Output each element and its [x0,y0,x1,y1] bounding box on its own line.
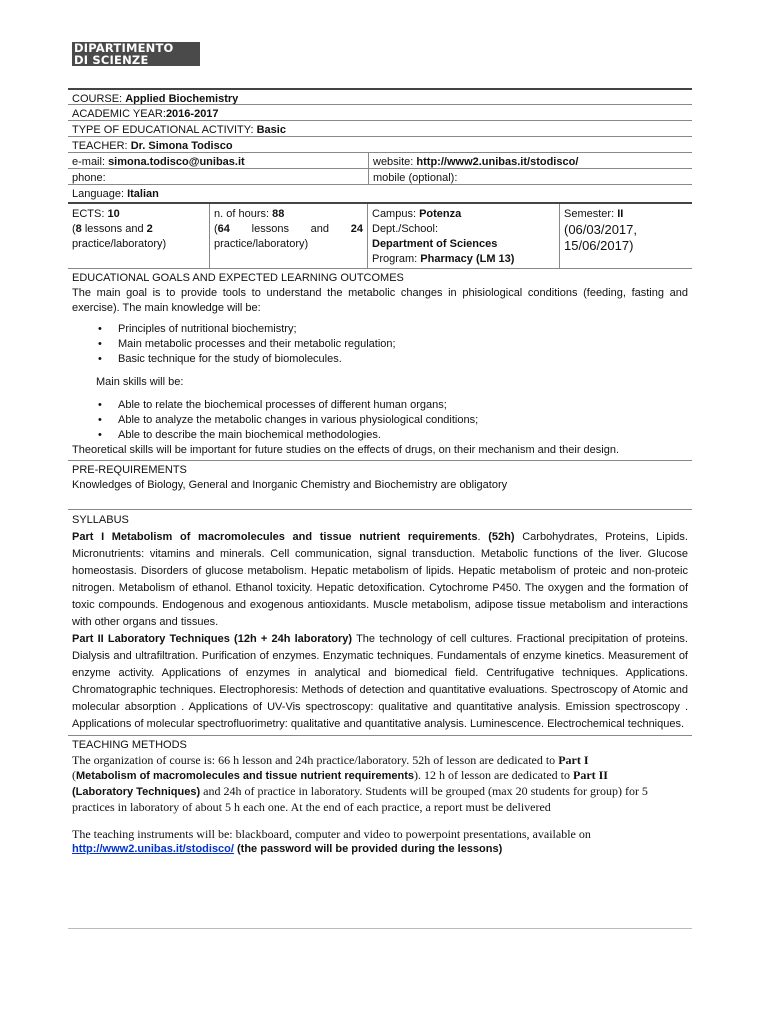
website-cell [369,153,582,168]
teaching-part1: Part I [558,753,589,767]
activity-value: Basic [256,124,286,136]
phone-row [68,168,692,184]
syllabus-title: SYLLABUS [72,514,129,526]
hours-word-lessons: lessons [251,223,289,235]
ects-practice: 2 [146,223,153,235]
semester-label: Semester: [564,208,618,220]
ects-lessons: 8 [75,223,82,235]
hours-practice-text: practice/laboratory) [214,238,309,250]
hours-practice: 24 [350,223,363,235]
program-value: Pharmacy (LM 13) [420,253,515,265]
mobile-label: mobile (optional): [373,172,458,184]
contact-row [68,152,692,168]
department-logo [72,42,200,66]
teaching-part2-name: (Laboratory Techniques) [72,786,201,798]
skills-intro: Main skills will be: [96,376,184,388]
hours-lessons: 64 [217,223,230,235]
prereq-title: PRE-REQUIREMENTS [72,464,187,476]
prereq-section [68,460,692,509]
hours-value: 88 [272,208,285,220]
course-row [68,88,692,104]
goals-title: EDUCATIONAL GOALS AND EXPECTED LEARNING OUTCOMES [72,272,404,284]
ects-value: 10 [107,208,120,220]
syllabus-section [68,509,692,735]
language-value: Italian [127,188,159,200]
teaching-text-4: and 24h of practice in laboratory. Students will be grouped (max 20 students for group) for 5 practices in laboratory of about 5 h each one. At the end of each practice, a report must be delivered [72,784,648,814]
course-website-link[interactable]: http://www2.unibas.it/stodisco/ [72,843,234,855]
list-item: • Main metabolic processes and their metabolic regulation; [118,337,688,352]
course-value: Applied Biochemistry [125,93,239,104]
website-value[interactable]: http://www2.unibas.it/stodisco/ [416,156,579,168]
semester-value: II [617,208,624,220]
bottom-divider [68,928,692,929]
teaching-instruments: The teaching instruments will be: blackboard, computer and video to powerpoint presentations, available on [72,827,591,841]
teaching-text-1: The organization of course is: 66 h lesson and 24h practice/laboratory. 52h of lesson are dedicated to [72,753,559,767]
hours-cell [210,204,368,268]
ects-practice-text: practice/laboratory) [72,238,167,250]
logo-line-1: DIPARTIMENTO [74,41,174,55]
course-label: COURSE: [72,93,126,104]
teaching-part2: Part II [572,768,608,782]
knowledge-list [72,322,688,367]
language-row [68,184,692,202]
semester-cell [560,204,692,268]
part2-title: Part II Laboratory Techniques (12h + 24h laboratory) [72,633,353,645]
program-label: Program: [372,253,421,265]
part1-text: Carbohydrates, Proteins, Lipids. Micronutrients: vitamins and minerals. Cell communication, signal transduction. Metabolic functions of the liver. Glucose homeostasis. Disorders of glucose metabolism. Hepatic metabolism of lipids. Hepatic metabolism of proteic and non-proteic nitrogen. Metabolism of ethanol. Ethanol toxicity. Hepatic detoxification. Cytochrome P450. The oxygen and the formation of toxic compounds. Endogenous and exogenous antioxidants. Muscle metabolism, adipose tissue metabolism and interactions with other organs and tissues. [72,531,688,628]
list-item: • Able to describe the main biochemical methodologies. [118,428,688,443]
activity-row [68,120,692,136]
phone-label: phone: [72,172,106,184]
semester-dates-start: (06/03/2017, [564,222,638,237]
part1-hours: (52h) [488,531,515,543]
year-row [68,104,692,120]
teacher-value: Dr. Simona Todisco [130,140,233,152]
course-info-grid [68,202,692,269]
ects-cell [68,204,210,268]
teaching-organization [72,753,688,815]
phone-cell [68,169,369,184]
list-item: • Able to relate the biochemical processes of different human organs; [118,398,688,413]
part2-text: The technology of cell cultures. Fractional precipitation of proteins. Dialysis and ultrafiltration. Purification of enzymes. Enzymatic techniques. Fundamentals of enzyme kinetics. Measurement of enzyme activity. Applications of enzymes in analytical and biomedical field. Centrifugative techniques. Applications. Chromatographic techniques. Electrophoresis: Methods of detection and quantitative evaluations. Spectroscopy of Atomic and molecular absorption . Applications of UV-Vis spectroscopy: qualitative and quantitative analysis. Emission spectroscopy . Applications of molecular spectrofluorimetry: qualitative and quantitative analysis. Luminescence. Electrochemical techniques. [72,633,688,730]
list-item: • Able to analyze the metabolic changes in various physiological conditions; [118,413,688,428]
activity-label: TYPE OF EDUCATIONAL ACTIVITY: [72,124,257,136]
campus-cell [368,204,560,268]
campus-value: Potenza [419,208,462,220]
teacher-row [68,136,692,152]
mobile-cell [369,169,461,184]
hours-paren: ( [214,223,218,235]
teaching-title: TEACHING METHODS [72,739,187,751]
logo-line-2: DI SCIENZE [74,52,149,67]
dept-value: Department of Sciences [372,238,498,250]
syllabus-part-1 [72,529,688,631]
syllabus-part-2 [72,631,688,733]
course-sheet [68,88,692,859]
campus-label: Campus: [372,208,420,220]
goals-section [68,269,692,460]
teacher-label: TEACHER: [72,140,131,152]
ects-paren: ( [72,223,76,235]
ects-lessons-text: lessons and [81,223,147,235]
email-label: e-mail: [72,156,109,168]
list-item: • Basic technique for the study of biomolecules. [118,352,688,367]
ects-label: ECTS: [72,208,108,220]
skills-list [72,398,688,443]
language-label: Language: [72,188,128,200]
part1-title: Part I Metabolism of macromolecules and tissue nutrient requirements [72,531,478,543]
teaching-part1-name: Metabolism of macromolecules and tissue nutrient requirements [76,770,415,782]
teaching-link-line [72,842,688,857]
teaching-text-2: ( [72,768,76,782]
year-value: 2016-2017 [165,108,219,120]
goals-closing: Theoretical skills will be important for future studies on the effects of drugs, on their mechanism and their design. [72,444,620,456]
year-label: ACADEMIC YEAR: [72,108,166,120]
password-note: (the password will be provided during the lessons) [233,843,503,855]
goals-intro: The main goal is to provide tools to understand the metabolic changes in phisiological conditions (feeding, fasting and exercise). The main knowledge will be: [72,287,688,314]
email-value[interactable]: simona.todisco@unibas.it [108,156,245,168]
part1-sep: . [477,531,489,543]
list-item: • Principles of nutritional biochemistry; [118,322,688,337]
dept-label: Dept./School: [372,223,439,235]
teaching-text-3: ). 12 h of lesson are dedicated to [414,768,573,782]
website-label: website: [373,156,417,168]
teaching-section [68,735,692,859]
hours-label: n. of hours: [214,208,273,220]
prereq-text: Knowledges of Biology, General and Inorganic Chemistry and Biochemistry are obligatory [72,479,508,491]
email-cell [68,153,369,168]
hours-word-and: and [310,223,330,235]
semester-dates-end: 15/06/2017) [564,238,634,253]
